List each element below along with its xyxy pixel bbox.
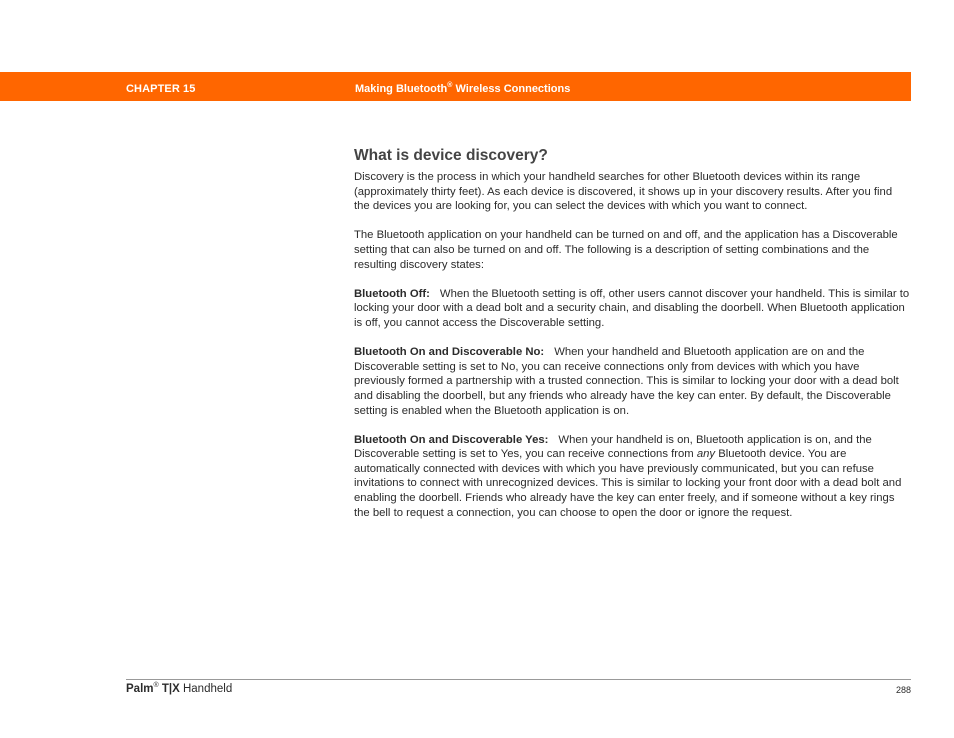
- main-content: [354, 146, 910, 535]
- definition-discoverable-no: [354, 345, 910, 418]
- definition-text-before: When your handheld is on, Bluetooth application is on, and the Discoverable setting is set to Yes, you can receive connections from: [354, 433, 872, 461]
- chapter-title-main: Making Bluetooth: [355, 83, 448, 95]
- footer-model: T|X: [158, 683, 180, 695]
- footer-brand-name: Palm: [126, 683, 154, 695]
- footer-divider: [126, 679, 911, 680]
- intro-paragraph-2: The Bluetooth application on your handheld can be turned on and off, and the application has a Discoverable setting that can also be turned on and off. The following is a description of setting combinations and the resulting discovery states:: [354, 229, 898, 271]
- page-number: 288: [895, 685, 911, 695]
- footer-product-name: [126, 683, 232, 695]
- definition-text: When your handheld and Bluetooth application are on and the Discoverable setting is set to No, you can receive connections only from devices with which you have previously formed a partnership with a trusted connection. This is similar to locking your door with a dead bolt and disabling the doorbell, but any friends who already have the key can enter. By default, the Discoverable setting is enabled when the Bluetooth application is on.: [354, 346, 899, 417]
- chapter-title-rest: Wireless Connections: [452, 83, 571, 95]
- definition-term: Bluetooth On and Discoverable No:: [354, 346, 545, 359]
- footer-registered-mark: ®: [153, 682, 159, 689]
- definition-term: Bluetooth On and Discoverable Yes:: [354, 433, 549, 446]
- section-heading: What is device discovery?: [354, 147, 548, 164]
- footer-product: Handheld: [179, 683, 233, 695]
- definition-discoverable-yes: [354, 433, 910, 521]
- definition-text-after: Bluetooth device. You are automatically connected with devices with which you have previously communicated, but you can refuse invitations to connect with unrecognized devices. This is similar to locking your front door with a dead bolt and enabling the doorbell. Friends who already have the key can enter freely, and if someone without a key rings the bell to request a connection, you can choose to open the door or ignore the request.: [354, 448, 902, 519]
- definition-text: When the Bluetooth setting is off, other users cannot discover your handheld. This is similar to locking your door with a dead bolt and a security chain, and disabling the doorbell. When Bluetooth application is off, you cannot access the Discoverable setting.: [354, 287, 910, 329]
- emphasis-any: any: [696, 448, 716, 461]
- definition-term: Bluetooth Off:: [354, 287, 430, 300]
- registered-mark: ®: [447, 82, 453, 89]
- intro-paragraph-1: Discovery is the process in which your handheld searches for other Bluetooth devices within its range (approximately thirty feet). As each device is discovered, it shows up in your discovery results. After you find the devices you are looking for, you can select the devices with which you want to connect.: [354, 171, 893, 213]
- chapter-number: CHAPTER 15: [126, 83, 196, 95]
- chapter-title: [355, 83, 570, 95]
- definition-bluetooth-off: [354, 287, 910, 331]
